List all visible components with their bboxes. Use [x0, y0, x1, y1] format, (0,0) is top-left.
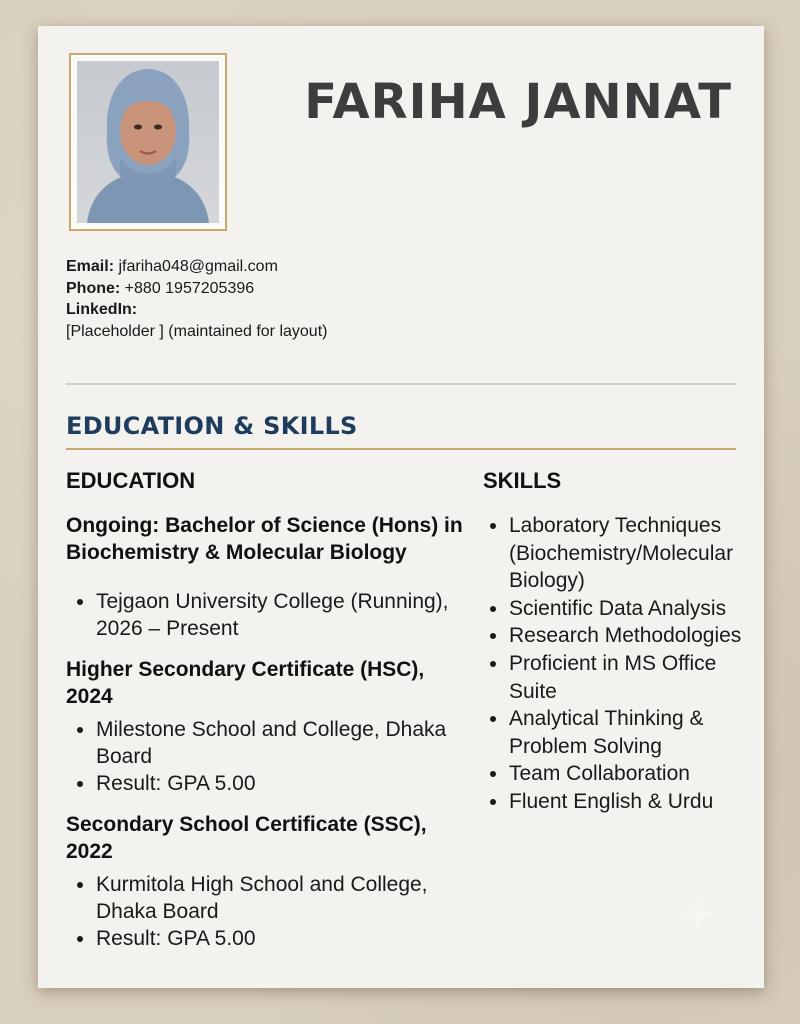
contact-divider — [66, 383, 736, 385]
linkedin-label: LinkedIn: — [66, 301, 138, 318]
skill-item: • Analytical Thinking & Problem Solving — [509, 705, 753, 760]
email-line — [66, 256, 327, 278]
email-value: jfariha048@gmail.com — [118, 258, 278, 275]
education-detail-item: • Tejgaon University College (Running), 2026 – Present — [96, 588, 466, 642]
skill-item: • Team Collaboration — [509, 760, 753, 788]
profile-photo — [77, 61, 219, 223]
profile-photo-frame — [69, 53, 227, 231]
contact-block — [66, 256, 327, 342]
phone-line — [66, 278, 327, 300]
skill-item: • Laboratory Techniques (Biochemistry/Molecular Biology) — [509, 512, 753, 595]
section-title: EDUCATION & SKILLS — [66, 412, 358, 440]
linkedin-line — [66, 299, 327, 321]
education-details — [66, 588, 466, 642]
phone-value: +880 1957205396 — [124, 279, 255, 297]
candidate-name: FARIHA JANNAT — [304, 74, 732, 130]
skill-item: • Proficient in MS Office Suite — [509, 650, 753, 705]
education-degree: Ongoing: Bachelor of Science (Hons) in Biochemistry & Molecular Biology — [66, 514, 463, 564]
education-details — [66, 871, 466, 952]
section-underline — [66, 448, 736, 450]
resume-sheet — [38, 26, 764, 988]
education-degree: Secondary School Certificate (SSC), 2022 — [66, 813, 427, 863]
phone-label: Phone: — [66, 279, 121, 297]
education-heading: EDUCATION — [66, 468, 196, 493]
sparkle-icon — [678, 894, 718, 934]
skill-item: • Fluent English & Urdu — [509, 788, 753, 816]
education-detail-item: • Result: GPA 5.00 — [96, 925, 466, 952]
education-details — [66, 716, 466, 797]
skill-item: • Research Methodologies — [509, 622, 753, 650]
skills-column — [483, 468, 753, 816]
skills-heading: SKILLS — [483, 468, 562, 493]
skill-item: • Scientific Data Analysis — [509, 595, 753, 623]
education-detail-item: • Result: GPA 5.00 — [96, 770, 466, 797]
education-detail-item: • Kurmitola High School and College, Dhaka Board — [96, 871, 466, 925]
education-degree: Higher Secondary Certificate (HSC), 2024 — [66, 658, 425, 708]
linkedin-value: [Placeholder ] (maintained for layout) — [66, 322, 328, 340]
email-label: Email: — [66, 258, 115, 275]
skills-list — [483, 512, 753, 816]
education-column — [66, 468, 466, 966]
education-detail-item: • Milestone School and College, Dhaka Board — [96, 716, 466, 770]
